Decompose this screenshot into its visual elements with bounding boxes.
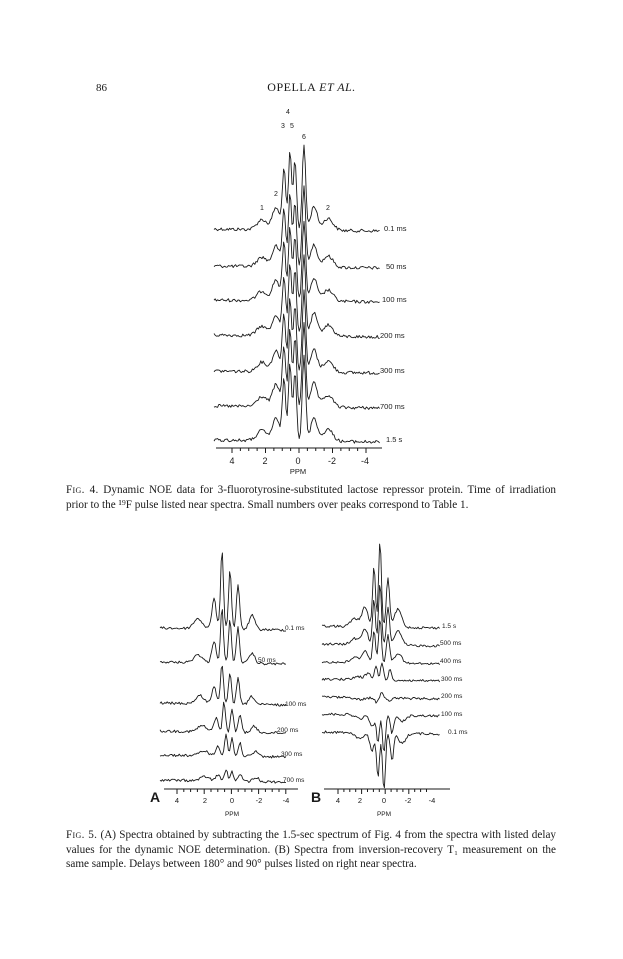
figure-4-spectra	[214, 145, 380, 443]
f4-tick-label: 0	[295, 456, 301, 466]
f4-trace-label: 200 ms	[380, 331, 405, 340]
f4-spectrum-trace	[214, 145, 380, 232]
f5b-trace-label: 200 ms	[441, 693, 463, 700]
f4-trace-label: 1.5 s	[386, 435, 403, 444]
panel-a-letter: A	[150, 789, 161, 805]
f5a-trace-label: 50 ms	[258, 657, 276, 664]
f5b-tick-label: 4	[335, 796, 341, 805]
f5a-trace-label: 200 ms	[277, 727, 299, 734]
f4-trace-label: 50 ms	[386, 262, 407, 271]
f5b-spectrum-trace	[322, 586, 440, 648]
caption-lead: Fig. 5.	[66, 829, 98, 841]
f4-ppm-axis	[216, 448, 382, 476]
f5b-tick-label: 0	[381, 796, 387, 805]
f4-tick-label: 4	[229, 456, 235, 466]
f5a-spectrum-trace	[160, 770, 286, 783]
peak-label-6: 6	[302, 134, 306, 141]
f5b-spectrum-trace	[322, 693, 440, 704]
figure-5b	[311, 544, 468, 818]
f4-trace-label: 700 ms	[380, 402, 405, 411]
f4-tick-label: 2	[262, 456, 268, 466]
panel-b-letter: B	[311, 789, 322, 805]
figure-5a-spectra	[160, 553, 286, 783]
f4-tick-label: -4	[360, 456, 370, 466]
peak-label-3: 3	[281, 123, 285, 130]
f5a-trace-label: 300 ms	[281, 751, 303, 758]
figure-5b-spectra	[322, 544, 440, 788]
f5a-tick-label: 2	[202, 796, 208, 805]
caption-lead: Fig. 4.	[66, 484, 99, 496]
caption-text: Dynamic NOE data for 3-fluorotyrosine-substituted lactose repressor protein. Time of irradiation prior to the ¹⁹F pulse listed near spectra. Small numbers over peaks correspond to Table 1.	[66, 484, 557, 511]
f4-axis-label: PPM	[289, 467, 307, 476]
f5a-spectrum-trace	[160, 734, 286, 758]
f5a-tick-label: -2	[255, 796, 263, 805]
f4-tick-label: -2	[327, 456, 337, 466]
f5a-trace-label: 0.1 ms	[285, 625, 305, 632]
f5a-tick-label: 4	[174, 796, 180, 805]
f5b-trace-label: 100 ms	[441, 711, 463, 718]
f4-trace-label: 100 ms	[382, 295, 407, 304]
f5a-spectrum-trace	[160, 702, 286, 734]
f5a-axis-label: PPM	[224, 811, 240, 818]
f5b-trace-label: 0.1 ms	[448, 729, 468, 736]
peak-label-4: 4	[286, 109, 290, 116]
f5b-spectrum-trace	[322, 663, 440, 682]
f5a-trace-label: 100 ms	[285, 701, 307, 708]
f5b-tick-label: 2	[357, 796, 363, 805]
page-number: 86	[96, 82, 107, 94]
f5b-spectrum-trace	[322, 731, 440, 788]
figure-5-caption	[66, 828, 556, 872]
peak-label-5: 5	[290, 123, 294, 130]
peak-label-1: 1	[260, 205, 264, 212]
f5b-axis-label: PPM	[376, 811, 392, 818]
f4-trace-label: 300 ms	[380, 366, 405, 375]
f5a-tick-label: 0	[229, 796, 235, 805]
caption-text: (A) Spectra obtained by subtracting the 1.5-sec spectrum of Fig. 4 from the spectra with listed delay values for the dynamic NOE determination. (B) Spectra from inversion-recovery T₁ measurement on the same sample. Delays between 180° and 90° pulses listed on right near spectra.	[66, 829, 557, 870]
running-head-suffix: ET AL.	[319, 80, 356, 94]
figure-4-caption	[66, 483, 556, 512]
peak-label-2-left: 2	[274, 191, 278, 198]
f4-trace-label: 0.1 ms	[384, 224, 407, 233]
figure-4	[214, 109, 407, 476]
figure-5a	[150, 553, 307, 818]
f5a-tick-label: -4	[282, 796, 290, 805]
f5b-spectrum-trace	[322, 621, 440, 665]
f5a-trace-label: 700 ms	[283, 777, 305, 784]
f5b-trace-label: 500 ms	[440, 640, 462, 647]
peak-label-2-right: 2	[326, 205, 330, 212]
f5b-tick-label: -2	[404, 796, 412, 805]
f5b-tick-label: -4	[428, 796, 436, 805]
running-head-authors: OPELLA	[267, 80, 316, 94]
f5b-trace-label: 300 ms	[441, 676, 463, 683]
f5b-spectrum-trace	[322, 544, 440, 629]
f5b-trace-label: 400 ms	[440, 658, 462, 665]
f5a-spectrum-trace	[160, 666, 286, 706]
f5b-trace-label: 1.5 s	[442, 623, 457, 630]
